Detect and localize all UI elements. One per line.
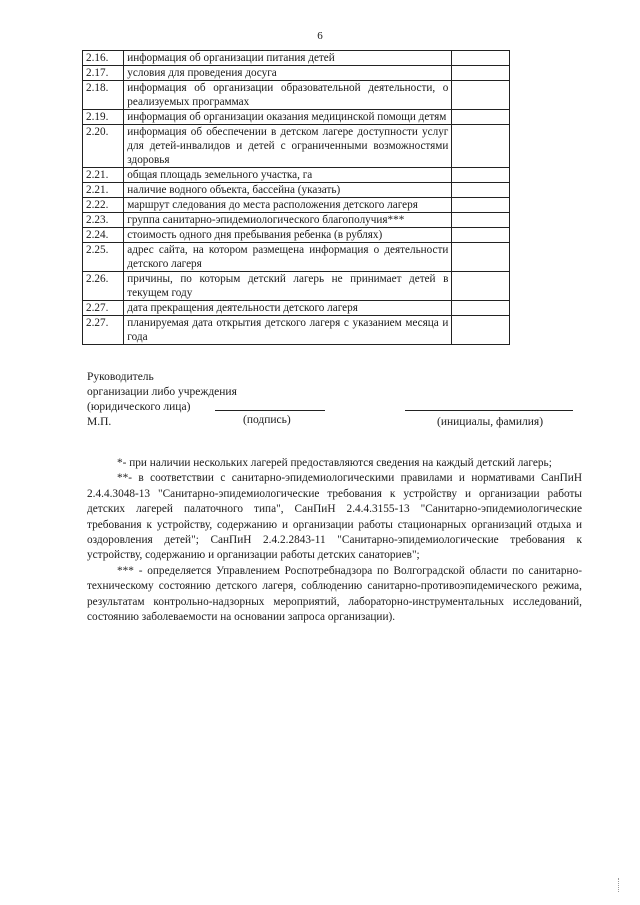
- name-caption: (инициалы, фамилия): [437, 416, 544, 428]
- row-value-cell: [452, 168, 510, 183]
- row-number: 2.19.: [83, 110, 124, 125]
- table-row: [83, 81, 510, 110]
- table-row: [83, 198, 510, 213]
- row-text: информация об организации оказания медицинской помощи детям: [124, 110, 452, 125]
- row-value-cell: [452, 213, 510, 228]
- row-number: 2.27.: [83, 316, 124, 345]
- row-value-cell: [452, 243, 510, 272]
- row-text: адрес сайта, на котором размещена информация о деятельности детского лагеря: [124, 243, 452, 272]
- signature-title-line3: (юридического лица): [87, 401, 191, 413]
- row-value-cell: [452, 81, 510, 110]
- table-row: [83, 51, 510, 66]
- scan-edge-mark: [618, 878, 627, 892]
- table-row: [83, 183, 510, 198]
- row-number: 2.27.: [83, 301, 124, 316]
- row-value-cell: [452, 51, 510, 66]
- row-value-cell: [452, 66, 510, 81]
- signature-title-line2: организации либо учреждения: [87, 386, 237, 398]
- row-number: 2.21.: [83, 168, 124, 183]
- row-value-cell: [452, 228, 510, 243]
- table-row: [83, 243, 510, 272]
- table-row: [83, 66, 510, 81]
- row-value-cell: [452, 183, 510, 198]
- row-text: маршрут следования до места расположения детского лагеря: [124, 198, 452, 213]
- name-line: [405, 410, 573, 411]
- row-text: информация об организации питания детей: [124, 51, 452, 66]
- row-text: общая площадь земельного участка, га: [124, 168, 452, 183]
- row-number: 2.21.: [83, 183, 124, 198]
- row-text: планируемая дата открытия детского лагеря с указанием месяца и года: [124, 316, 452, 345]
- row-value-cell: [452, 198, 510, 213]
- row-text: стоимость одного дня пребывания ребенка (в рублях): [124, 228, 452, 243]
- row-value-cell: [452, 110, 510, 125]
- row-text: дата прекращения деятельности детского лагеря: [124, 301, 452, 316]
- footnotes: [87, 456, 582, 625]
- row-number: 2.26.: [83, 272, 124, 301]
- table-row: [83, 272, 510, 301]
- table-row: [83, 228, 510, 243]
- row-number: 2.23.: [83, 213, 124, 228]
- signature-caption: (подпись): [243, 414, 291, 426]
- footnote-3: *** - определяется Управлением Роспотребнадзора по Волгоградской области по санитарно-техническому состоянию детского лагеря, соблюдению санитарно-противоэпидемического режима, результатам контрольно-надзорных мероприятий, лабораторно-инструментальных исследований, состоянию заболеваемости на основании запроса организации).: [87, 564, 582, 624]
- table-row: [83, 301, 510, 316]
- row-text: информация об организации образовательной деятельности, о реализуемых программах: [124, 81, 452, 110]
- row-number: 2.18.: [83, 81, 124, 110]
- row-number: 2.24.: [83, 228, 124, 243]
- row-text: группа санитарно-эпидемиологического благополучия***: [124, 213, 452, 228]
- signature-line: [215, 410, 325, 411]
- footnote-2: **- в соответствии с санитарно-эпидемиологическими правилами и нормативами СанПиН 2.4.4.3048-13 "Санитарно-эпидемиологические требования к устройству и организации работы детских лагерей палаточного типа", СанПиН 2.4.4.3155-13 "Санитарно-эпидемиологические требования к устройству, содержанию и организации работы стационарных организаций отдыха и оздоровления детей"; СанПиН 2.4.2.2843-11 "Санитарно-эпидемиологические требования к устройству, содержанию и организации работы детских санаториев";: [87, 472, 582, 562]
- page-number: 6: [317, 30, 323, 42]
- row-number: 2.20.: [83, 125, 124, 168]
- row-text: условия для проведения досуга: [124, 66, 452, 81]
- row-text: причины, по которым детский лагерь не принимает детей в текущем году: [124, 272, 452, 301]
- footnote-1: *- при наличии нескольких лагерей предоставляются сведения на каждый детский лагерь;: [117, 457, 552, 469]
- row-text: информация об обеспечении в детском лагере доступности услуг для детей-инвалидов и детей с ограниченными возможностями здоровья: [124, 125, 452, 168]
- table-row: [83, 316, 510, 345]
- signature-title-line1: Руководитель: [87, 371, 154, 383]
- row-number: 2.17.: [83, 66, 124, 81]
- row-value-cell: [452, 125, 510, 168]
- table-row: [83, 110, 510, 125]
- table-row: [83, 168, 510, 183]
- row-value-cell: [452, 301, 510, 316]
- table-row: [83, 213, 510, 228]
- row-number: 2.25.: [83, 243, 124, 272]
- info-table: [82, 50, 510, 345]
- row-text: наличие водного объекта, бассейна (указать): [124, 183, 452, 198]
- table-row: [83, 125, 510, 168]
- row-value-cell: [452, 316, 510, 345]
- row-number: 2.16.: [83, 51, 124, 66]
- stamp-label: М.П.: [87, 416, 112, 428]
- row-number: 2.22.: [83, 198, 124, 213]
- row-value-cell: [452, 272, 510, 301]
- info-table-body: [83, 51, 510, 345]
